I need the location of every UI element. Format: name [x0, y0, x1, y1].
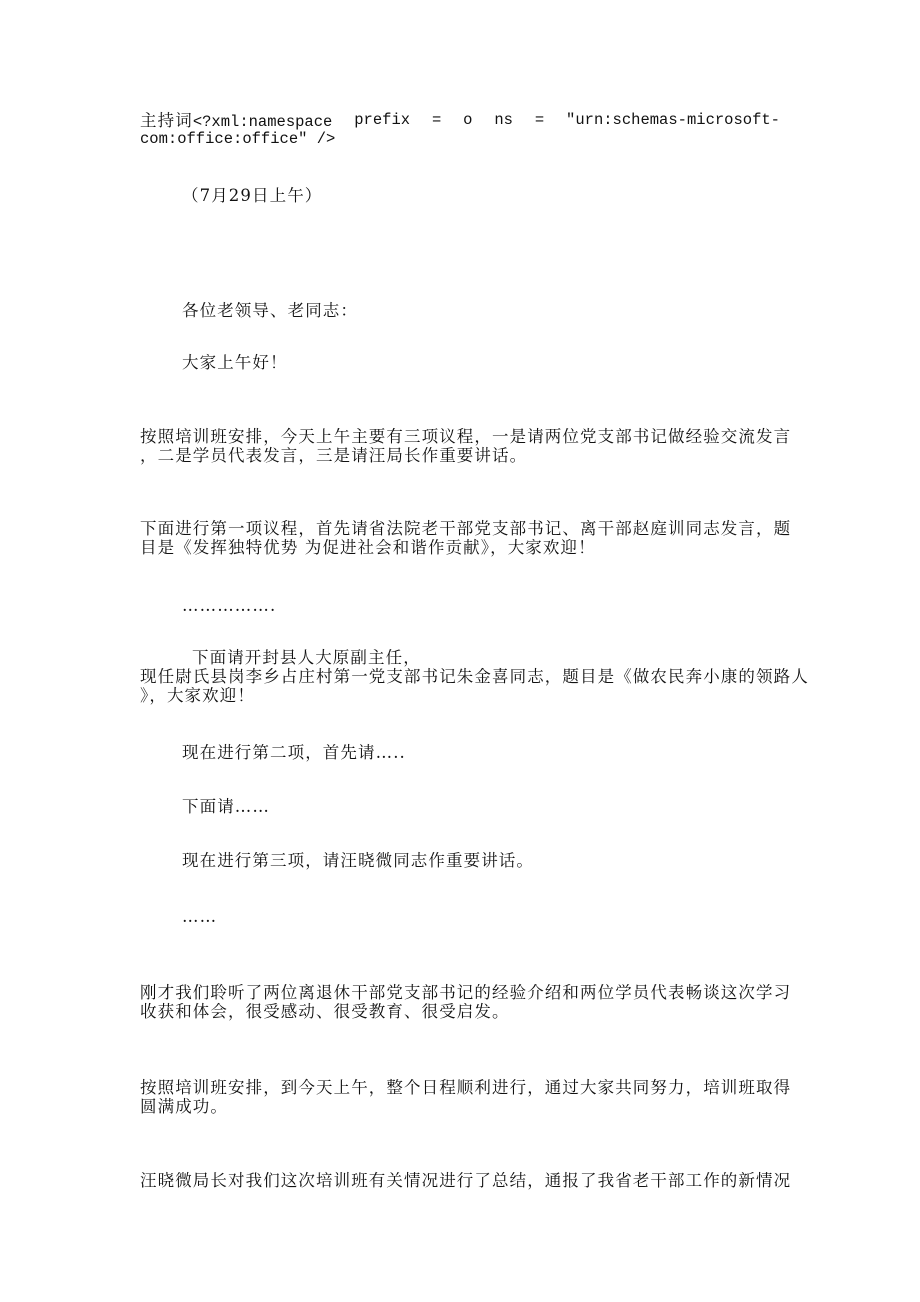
xml-token: <?xml:namespace — [192, 113, 333, 131]
paragraph-line: 现在进行第三项，请汪晓微同志作重要讲话。 — [182, 851, 534, 870]
paragraph-line: 现任尉氏县岗李乡占庄村第一党支部书记朱金喜同志，题目是《做农民奔小康的领路人 — [140, 667, 809, 686]
ellipsis-line: …… — [182, 907, 218, 926]
paragraph-line: 刚才我们聆听了两位离退休干部党支部书记的经验介绍和两位学员代表畅谈这次学习 — [140, 983, 792, 1002]
paragraph-line: 目是《发挥独特优势 为促进社会和谐作贡献》，大家欢迎！ — [140, 538, 596, 557]
paragraph-line: 下面请开封县人大原副主任， — [192, 648, 421, 667]
date-line: （7月29日上午） — [182, 186, 323, 205]
paragraph-line: 现在进行第二项，首先请….. — [182, 743, 406, 762]
document-title: 主持词 — [140, 111, 193, 130]
greeting: 大家上午好！ — [182, 353, 288, 372]
paragraph-line: 圆满成功。 — [140, 1097, 228, 1116]
xml-line-2: com:office:office" /> — [140, 130, 336, 148]
paragraph-line: 按照培训班安排，到今天上午，整个日程顺利进行，通过大家共同努力，培训班取得 — [140, 1078, 792, 1097]
xml-token: o — [463, 111, 473, 129]
xml-token: prefix — [354, 111, 411, 129]
xml-token: = — [534, 111, 545, 129]
salutation: 各位老领导、老同志： — [182, 301, 358, 320]
xml-token: "urn:schemas-microsoft- — [566, 111, 780, 129]
paragraph-line: 汪晓微局长对我们这次培训班有关情况进行了总结，通报了我省老干部工作的新情况 — [140, 1171, 792, 1190]
paragraph-line: 下面进行第一项议程，首先请省法院老干部党支部书记、离干部赵庭训同志发言，题 — [140, 519, 792, 538]
xml-token: = — [431, 111, 442, 129]
paragraph-line: ，二是学员代表发言，三是请汪局长作重要讲话。 — [140, 446, 528, 465]
ellipsis-line: ……………. — [182, 596, 277, 615]
paragraph-line: 按照培训班安排，今天上午主要有三项议程，一是请两位党支部书记做经验交流发言 — [140, 427, 792, 446]
paragraph-line: 》，大家欢迎！ — [140, 686, 255, 705]
xml-token: ns — [494, 111, 513, 129]
document-title-line — [140, 111, 780, 132]
paragraph-line: 下面请…… — [182, 797, 270, 816]
paragraph-line: 收获和体会，很受感动、很受教育、很受启发。 — [140, 1002, 510, 1021]
